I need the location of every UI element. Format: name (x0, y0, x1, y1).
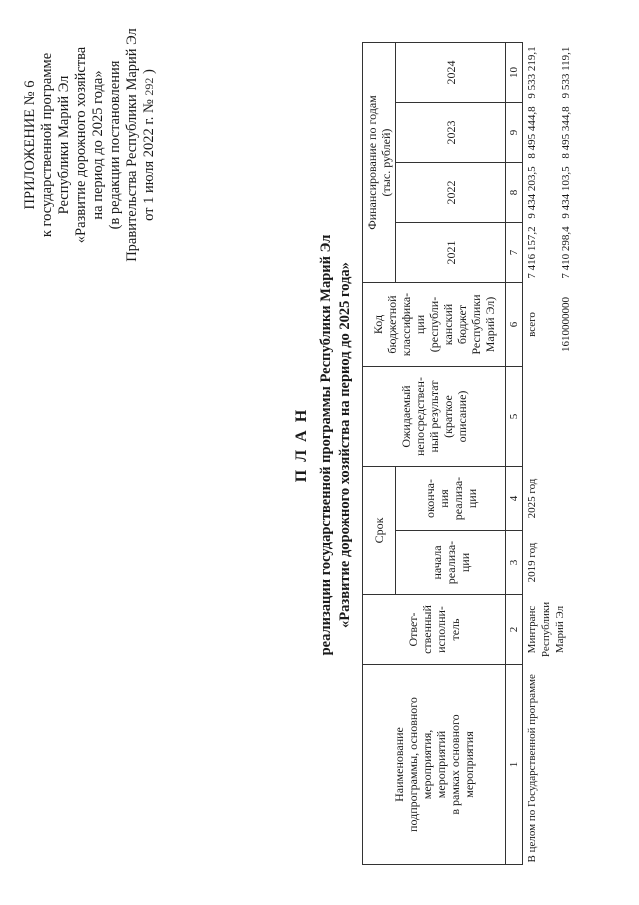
header-year-2022: 2022 (396, 163, 506, 223)
appendix-date: от 1 июля 2022 г. № (141, 99, 157, 221)
row-2021 (523, 223, 576, 283)
column-number-row (506, 43, 523, 865)
row-code (523, 283, 576, 367)
subtitle-line-2: «Развитие дорожного хозяйства на период до 2025 года» (337, 262, 353, 628)
column-number: 9 (506, 103, 523, 163)
document-heading (292, 45, 355, 845)
column-number: 3 (506, 531, 523, 595)
header-year-2024: 2024 (396, 43, 506, 103)
column-number: 5 (506, 367, 523, 467)
column-number: 1 (506, 665, 523, 865)
header-term-end: оконча- ния реализа- ции (396, 467, 506, 531)
plan-table (362, 42, 575, 865)
value-2022-budget: 9 434 103,5 (560, 166, 572, 219)
value-2023-budget: 8 495 344,8 (560, 106, 572, 159)
header-term-start: начала реализа- ции (396, 531, 506, 595)
column-number: 4 (506, 467, 523, 531)
header-code: Код бюджетной классифика- ции (республи- канский бюджет Республики Марий Эл) (363, 283, 506, 367)
appendix-line: ПРИЛОЖЕНИЕ № 6 (22, 80, 38, 210)
header-result: Ожидаемый непосредствен- ный результат (краткое описание) (363, 367, 506, 467)
appendix-date-suffix: ) (141, 69, 157, 74)
value-2021-budget: 7 410 298,4 (560, 226, 572, 279)
row-start: 2019 год (526, 542, 538, 583)
value-2023-total: 8 495 444,8 (526, 106, 538, 159)
appendix-line: Правительства Республики Марий Эл (124, 28, 140, 262)
decree-number: 292 (142, 77, 156, 96)
header-year-2021: 2021 (396, 223, 506, 283)
row-2024 (523, 43, 576, 103)
value-2024-budget: 9 533 119,1 (560, 46, 572, 99)
code-total: всего (526, 312, 538, 337)
appendix-line: (в редакции постановления (107, 60, 123, 230)
row-result (523, 367, 576, 467)
appendix-date-line (141, 25, 158, 265)
header-year-2023: 2023 (396, 103, 506, 163)
appendix-line: «Развитие дорожного хозяйства (73, 46, 89, 244)
column-number: 6 (506, 283, 523, 367)
page-title: П Л А Н (293, 407, 310, 483)
column-number: 2 (506, 595, 523, 665)
row-2023 (523, 103, 576, 163)
value-2022-total: 9 434 203,5 (526, 166, 538, 219)
header-name: Наименование подпрограммы, основного мероприятия, мероприятий в рамках основного мероприятия (363, 665, 506, 865)
subtitle-line-1: реализации государственной программы Республики Марий Эл (318, 234, 334, 656)
row-end: 2025 год (526, 478, 538, 519)
header-term: Срок (363, 467, 396, 595)
code-budget: 1610000000 (560, 297, 572, 352)
table-row (523, 43, 576, 865)
row-2022 (523, 163, 576, 223)
column-number: 10 (506, 43, 523, 103)
header-financing: Финансирование по годам (тыс. рублей) (363, 43, 396, 283)
row-name: В целом по Государственной программе (526, 674, 538, 863)
appendix-line: на период до 2025 года» (90, 70, 106, 220)
value-2024-total: 9 533 219,1 (526, 46, 538, 99)
row-executor: Минтранс Республики Марий Эл (526, 601, 566, 658)
header-executor: Ответ- ственный исполни- тель (363, 595, 506, 665)
appendix-block (22, 25, 158, 265)
header-row (363, 43, 396, 865)
appendix-line: Республики Марий Эл (56, 75, 72, 215)
column-number: 8 (506, 163, 523, 223)
column-number: 7 (506, 223, 523, 283)
value-2021-total: 7 416 157,2 (526, 226, 538, 279)
appendix-line: к государственной программе (39, 52, 55, 238)
